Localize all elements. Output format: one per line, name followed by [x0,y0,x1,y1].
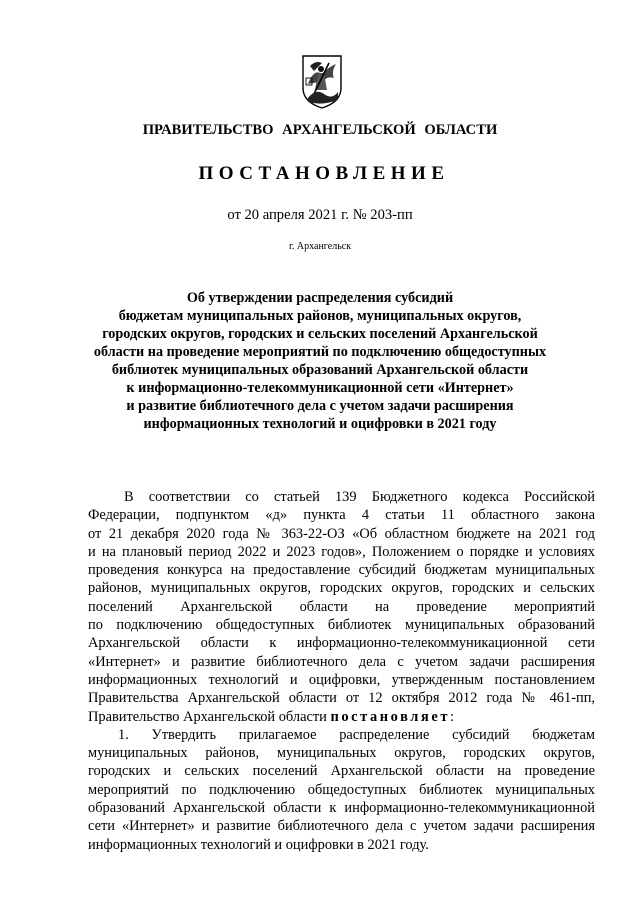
item-line: городских и сельских поселений Архангельской области на проведение [88,763,595,780]
title-line: библиотек муниципальных образований Архангельской области [111,362,529,378]
issuing-authority: ПРАВИТЕЛЬСТВО АРХАНГЕЛЬСКОЙ ОБЛАСТИ [142,122,498,138]
document-city: г. Архангельск [288,241,352,252]
item-line: информационных технологий и оцифровки в 2021 году. [88,836,429,853]
preamble-line: и на плановый период 2022 и 2023 годов», Положением о порядке и условиях [88,543,595,560]
preamble-line: Архангельской области к информационно-телекоммуникационной сети [88,635,595,652]
resolves-word: постановляет [330,708,450,725]
document-date-number: от 20 апреля 2021 г. № 203-пп [227,207,413,223]
document-body [88,488,595,854]
resolves-line [88,708,595,726]
preamble-line: В соответствии со статьей 139 Бюджетного кодекса Российской [124,489,595,505]
item-line: 1. Утвердить прилагаемое распределение субсидий бюджетам [118,726,595,743]
preamble-line: по подключению общедоступных библиотек муниципальных образований [88,617,595,634]
preamble-line: Правительства Архангельской области от 12 октября 2012 года № 461-пп, [88,690,595,707]
title-line: и развитие библиотечного дела с учетом задачи расширения [126,398,514,414]
preamble-line: поселений Архангельской области на проведение мероприятий [88,598,595,615]
preamble-line: от 21 декабря 2020 года № 363-22-ОЗ «Об областном бюджете на 2021 год [88,525,595,542]
document-type: ПОСТАНОВЛЕНИЕ [198,163,450,184]
preamble-line: районов, муниципальных округов, городских округов, городских и сельских [88,580,595,597]
preamble-line: проведения конкурса на предоставление субсидий бюджетам муниципальных [88,562,595,579]
preamble-line: Федерации, подпунктом «д» пункта 4 статьи 11 областного закона [88,507,595,524]
item-line: муниципальных районов, муниципальных округов, городских округов, [88,745,595,762]
resolves-prefix: Правительство Архангельской области [88,708,327,725]
title-line: информационных технологий и оцифровки в 2021 году [143,416,497,432]
item-line: мероприятий по подключению общедоступных библиотек муниципальных [88,781,595,798]
item-line: образований Архангельской области к информационно-телекоммуникационной [88,800,595,817]
archangel-coat-of-arms-icon [300,54,344,110]
title-line: области на проведение мероприятий по подключению общедоступных [93,344,547,360]
title-line: к информационно-телекоммуникационной сети «Интернет» [126,380,514,396]
title-line: бюджетам муниципальных районов, муниципальных округов, [118,308,522,324]
title-line: Об утверждении распределения субсидий [186,290,454,306]
document-title [84,289,556,433]
title-line: городских округов, городских и сельских поселений Архангельской [102,326,538,342]
preamble-line: «Интернет» и развитие библиотечного дела с учетом задачи расширения [88,653,595,670]
preamble-line: информационных технологий и оцифровки, утвержденным постановлением [88,671,595,688]
item-line: сети «Интернет» и развитие библиотечного дела с учетом задачи расширения [88,818,595,835]
resolves-suffix: : [450,708,454,725]
